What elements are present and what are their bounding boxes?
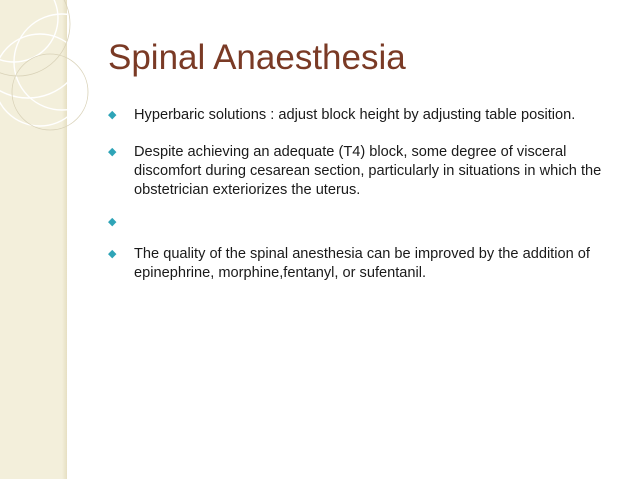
bullet-list (108, 106, 618, 283)
bullet-text: The quality of the spinal anesthesia can be improved by the addition of epinephrine, morphine,fentanyl, or sufentanil. (134, 246, 590, 281)
slide-title: Spinal Anaesthesia (108, 38, 406, 77)
diamond-bullet-icon: ◆ (108, 216, 117, 228)
diamond-bullet-icon: ◆ (108, 146, 117, 158)
bullet-item (108, 213, 618, 232)
bullet-text: Hyperbaric solutions : adjust block height by adjusting table position. (134, 107, 576, 123)
bullet-item (108, 106, 618, 125)
diamond-bullet-icon: ◆ (108, 109, 117, 121)
diamond-bullet-icon: ◆ (108, 248, 117, 260)
bullet-item (108, 143, 618, 200)
bullet-text: Despite achieving an adequate (T4) block, some degree of visceral discomfort during cesarean section, particularly in situations in which the obstetrician exteriorizes the uterus. (134, 144, 602, 198)
swirl-decoration (0, 0, 120, 140)
bullet-item (108, 245, 618, 283)
